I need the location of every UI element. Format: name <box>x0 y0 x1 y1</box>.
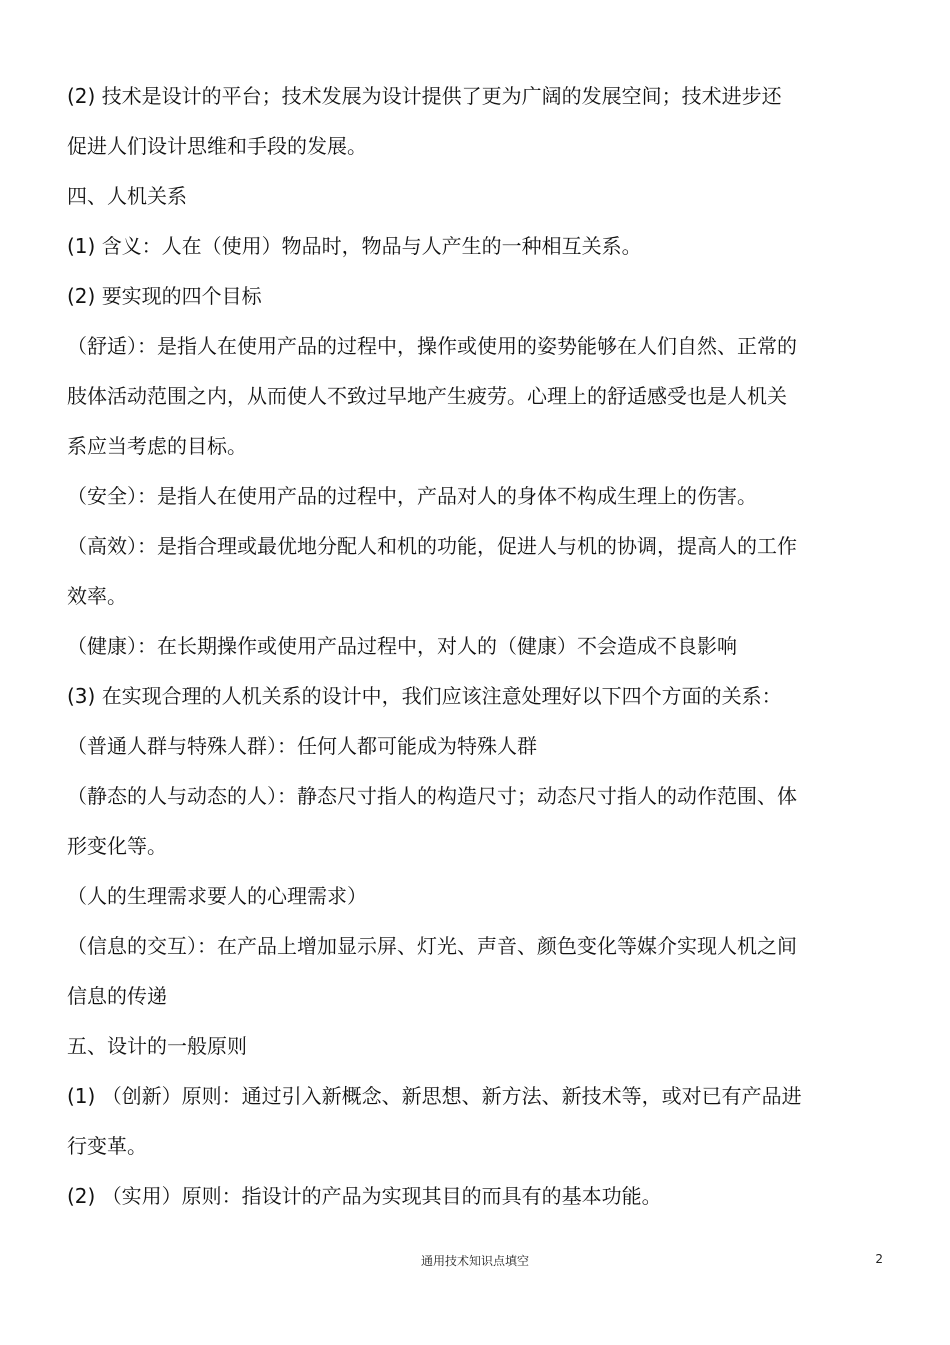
text-line: （安全）：是指人在使用产品的过程中，产品对人的身体不构成生理上的伤害。 <box>67 484 757 508</box>
text-line: (1) （创新）原则：通过引入新概念、新思想、新方法、新技术等，或对已有产品进 <box>67 1084 802 1108</box>
text-line: （舒适）：是指人在使用产品的过程中，操作或使用的姿势能够在人们自然、正常的 <box>67 334 797 358</box>
text-line: (2) （实用）原则：指设计的产品为实现其目的而具有的基本功能。 <box>67 1184 662 1208</box>
text-line: 系应当考虑的目标。 <box>67 434 247 458</box>
text-line: (1) 含义：人在（使用）物品时，物品与人产生的一种相互关系。 <box>67 234 642 258</box>
text-line: (3) 在实现合理的人机关系的设计中，我们应该注意处理好以下四个方面的关系： <box>67 684 782 708</box>
footer-title: 通用技术知识点填空 <box>420 1254 529 1268</box>
text-line: (2) 技术是设计的平台；技术发展为设计提供了更为广阔的发展空间；技术进步还 <box>67 84 782 108</box>
section-heading: 五、设计的一般原则 <box>67 1034 247 1058</box>
text-line: （人的生理需求要人的心理需求） <box>67 884 367 908</box>
text-line: （信息的交互）：在产品上增加显示屏、灯光、声音、颜色变化等媒介实现人机之间 <box>67 934 797 958</box>
text-line: （健康）：在长期操作或使用产品过程中，对人的（健康）不会造成不良影响 <box>67 634 737 658</box>
text-line: （普通人群与特殊人群）：任何人都可能成为特殊人群 <box>67 734 537 758</box>
text-line: （静态的人与动态的人）：静态尺寸指人的构造尺寸；动态尺寸指人的动作范围、体 <box>67 784 797 808</box>
text-line: 促进人们设计思维和手段的发展。 <box>67 134 367 158</box>
text-line: 肢体活动范围之内，从而使人不致过早地产生疲劳。心理上的舒适感受也是人机关 <box>67 384 787 408</box>
text-line: 行变革。 <box>67 1134 147 1158</box>
page-number: 2 <box>875 1252 883 1266</box>
text-line: 信息的传递 <box>67 984 167 1008</box>
text-line: (2) 要实现的四个目标 <box>67 284 262 308</box>
text-line: （高效）：是指合理或最优地分配人和机的功能，促进人与机的协调，提高人的工作 <box>67 534 797 558</box>
text-line: 形变化等。 <box>67 834 167 858</box>
text-line: 效率。 <box>67 584 127 608</box>
section-heading: 四、人机关系 <box>67 184 187 208</box>
